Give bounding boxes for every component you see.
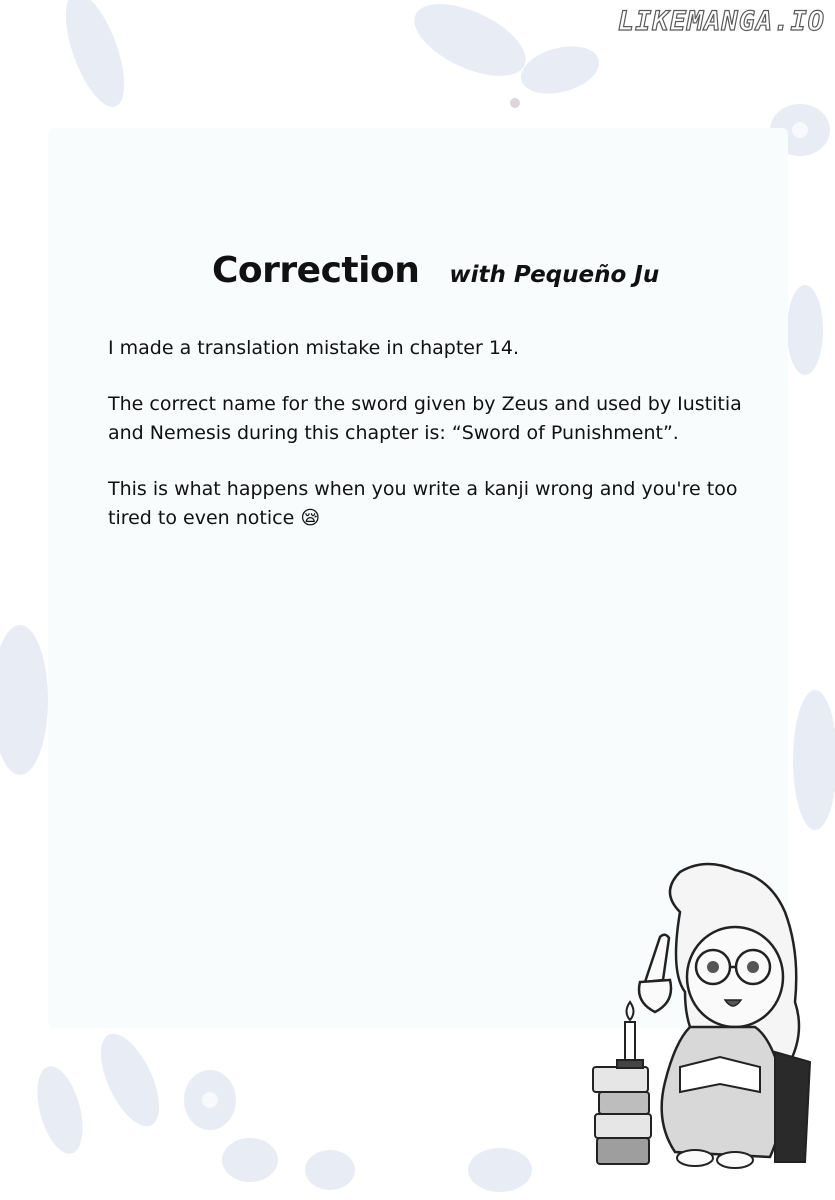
site-watermark: LIKEMANGA.IO [617,6,825,37]
paragraph-explanation-text: This is what happens when you write a kanji wrong and you're too tired to even notice [108,478,738,529]
page-subtitle: with Pequeño Ju [449,262,660,288]
message-body [108,334,748,560]
sleepy-face-emoji: 😪 [300,507,321,529]
face [687,927,783,1027]
paragraph-explanation [108,475,748,533]
page-title: Correction [212,250,420,291]
chair [775,1052,810,1162]
heading [212,250,659,291]
candle-icon [617,1002,643,1068]
book-stack-icon [593,1067,651,1164]
chibi-character-illustration [585,862,815,1172]
paragraph-sword-name: The correct name for the sword given by Zeus and used by Iustitia and Nemesis during this chapter is: “Sword of Punishment”. [108,393,742,444]
paragraph-mistake: I made a translation mistake in chapter 14. [108,337,520,359]
raised-finger-hand [639,935,671,1012]
